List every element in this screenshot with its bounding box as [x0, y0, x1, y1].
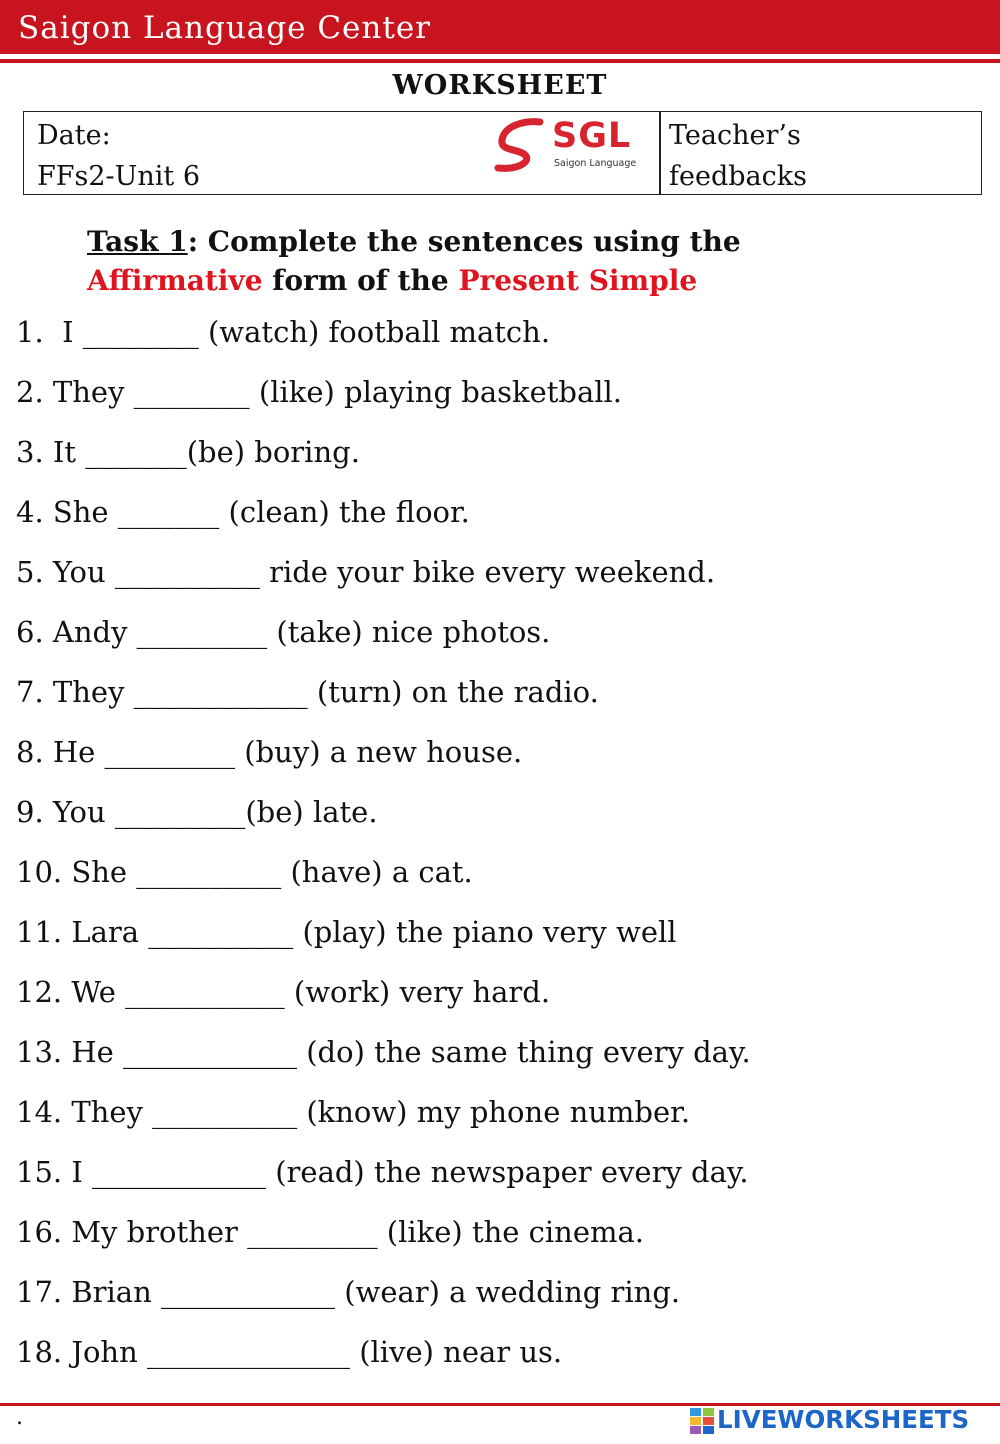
sgl-swirl-icon — [494, 118, 550, 176]
sentence-item: 2. They ________ (like) playing basketball. — [16, 375, 623, 409]
sentence-item: 10. She __________ (have) a cat. — [16, 855, 473, 889]
sentence-item: 12. We ___________ (work) very hard. — [16, 975, 551, 1009]
info-box — [23, 111, 982, 195]
sentence-item: 7. They ____________ (turn) on the radio. — [16, 675, 599, 709]
sentence-item: 17. Brian ____________ (wear) a wedding ring. — [16, 1275, 681, 1309]
header-divider — [0, 59, 1000, 63]
sentence-item: 14. They __________ (know) my phone number. — [16, 1095, 691, 1129]
sentence-item: 9. You _________(be) late. — [16, 795, 378, 829]
sentence-item: 3. It _______(be) boring. — [16, 435, 360, 469]
sentence-item: 6. Andy _________ (take) nice photos. — [16, 615, 551, 649]
sentence-item: 15. I ____________ (read) the newspaper every day. — [16, 1155, 749, 1189]
sentence-item: 4. She _______ (clean) the floor. — [16, 495, 470, 529]
sgl-logo — [494, 116, 649, 176]
date-label: Date: — [37, 120, 111, 151]
info-divider — [659, 112, 661, 194]
task-text-part1: : Complete the sentences using the — [187, 225, 741, 258]
task-highlight-affirmative: Affirmative — [87, 264, 263, 297]
task-highlight-present-simple: Present Simple — [458, 264, 698, 297]
sentence-item: 13. He ____________ (do) the same thing every day. — [16, 1035, 751, 1069]
feedback-label-line2: feedbacks — [669, 161, 807, 192]
sentence-item: 11. Lara __________ (play) the piano very well — [16, 915, 677, 949]
worksheet-title: WORKSHEET — [392, 70, 608, 101]
sentence-item: 1. I ________ (watch) football match. — [16, 315, 551, 349]
logo-subtitle: Saigon Language — [554, 158, 637, 169]
unit-label: FFs2-Unit 6 — [37, 161, 201, 192]
liveworksheets-logo-icon — [690, 1408, 714, 1434]
liveworksheets-wordmark: LIVEWORKSHEETS — [717, 1405, 970, 1434]
footer-dot: . — [16, 1405, 23, 1430]
task-instruction — [87, 222, 967, 300]
liveworksheets-brand[interactable] — [690, 1405, 990, 1437]
task-text-part2: form of the — [262, 264, 459, 297]
sentence-item: 18. John ______________ (live) near us. — [16, 1335, 563, 1369]
center-name: Saigon Language Center — [18, 10, 431, 46]
sentence-item: 5. You __________ ride your bike every weekend. — [16, 555, 716, 589]
feedback-label-line1: Teacher’s — [669, 120, 801, 151]
header-bar — [0, 0, 1000, 54]
sentence-item: 8. He _________ (buy) a new house. — [16, 735, 523, 769]
task-label: Task 1 — [87, 225, 188, 258]
logo-mark: SGL — [552, 116, 632, 156]
sentence-item: 16. My brother _________ (like) the cinema. — [16, 1215, 645, 1249]
